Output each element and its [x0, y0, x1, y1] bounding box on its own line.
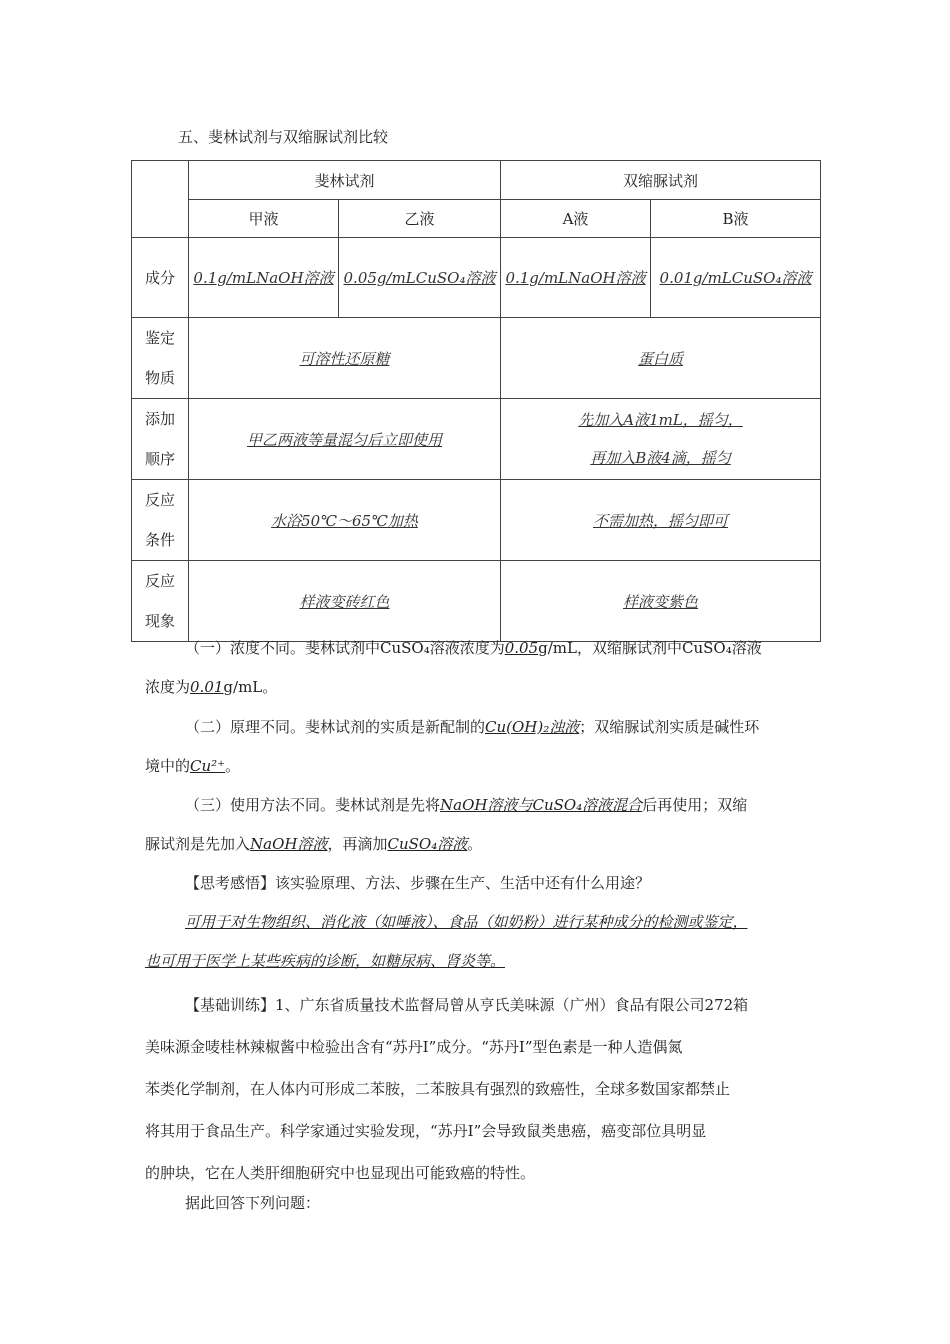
answer-text: 水浴50℃～65℃加热: [271, 511, 418, 530]
comparison-table: [131, 160, 821, 642]
answer-text: Cu²⁺: [190, 757, 226, 775]
paragraph-reflection: [145, 864, 825, 981]
subheader-yi: 乙液: [339, 200, 501, 238]
row-label: 成分: [132, 238, 189, 318]
table-row: [132, 480, 821, 561]
row-label-line: 添加: [144, 410, 175, 428]
paragraph-concentration: [145, 629, 825, 707]
text-run: 浓度为: [145, 678, 191, 696]
row-label-line: 条件: [144, 531, 175, 549]
exercise-line: 的肿块，它在人类肝细胞研究中也显现出可能致癌的特性。: [145, 1164, 536, 1182]
text-run: g/mL，双缩脲试剂中CuSO₄溶液: [538, 639, 762, 657]
cell-answer: [501, 480, 821, 561]
table-row: [132, 318, 821, 399]
corner-cell: [132, 161, 189, 238]
answer-text: CuSO₄溶液: [387, 835, 468, 853]
reflection-answer-line: 也可用于医学上某些疾病的诊断，如糖尿病、肾炎等。: [145, 952, 506, 970]
subheader-a: A液: [501, 200, 651, 238]
reflection-question: 【思考感悟】该实验原理、方法、步骤在生产、生活中还有什么用途？: [185, 874, 651, 892]
answer-text: 样液变紫色: [623, 592, 699, 611]
text-run: 。: [225, 757, 241, 775]
cell-answer: [189, 480, 501, 561]
answer-text: 0.1g/mLNaOH溶液: [505, 268, 646, 287]
cell-answer: [501, 238, 651, 318]
text-run: （三）使用方法不同。斐林试剂是先将: [185, 796, 441, 814]
exercise-line: 苯类化学制剂，在人体内可形成二苯胺，二苯胺具有强烈的致癌性，全球多数国家都禁止: [145, 1080, 731, 1098]
answer-text: 0.05g/mLCuSO₄溶液: [343, 269, 496, 287]
answer-text: 0.01g/mLCuSO₄溶液: [659, 269, 812, 287]
exercise-line: 【基础训练】1、广东省质量技术监督局曾从亨氏美味源（广州）食品有限公司272箱: [185, 996, 749, 1014]
text-run: ，再滴加: [327, 835, 388, 853]
cell-answer: [189, 318, 501, 399]
text-run: （一）浓度不同。斐林试剂中CuSO₄溶液浓度为: [185, 639, 505, 657]
section-title: 五、斐林试剂与双缩脲试剂比较: [178, 128, 389, 146]
text-run: g/mL。: [223, 678, 278, 696]
answer-text: NaOH溶液: [250, 835, 328, 853]
answer-text: 蛋白质: [638, 349, 684, 368]
paragraph-prompt: 据此回答下列问题：: [185, 1194, 321, 1212]
answer-text: 0.01: [190, 678, 224, 696]
paragraph-exercise: [145, 984, 835, 1194]
cell-answer: [189, 399, 501, 480]
table-row: [132, 399, 821, 480]
row-label-line: 物质: [144, 369, 175, 387]
row-label: [132, 318, 189, 399]
answer-text: Cu(OH)₂浊液: [485, 718, 580, 736]
subheader-b: B液: [651, 200, 821, 238]
header-fehling: 斐林试剂: [189, 161, 501, 200]
row-label-line: 反应: [144, 491, 175, 509]
text-run: 脲试剂是先加入: [145, 835, 251, 853]
answer-text: NaOH溶液与CuSO₄溶液混合: [440, 796, 643, 814]
answer-text: 不需加热，摇匀即可: [593, 511, 729, 530]
cell-answer: [501, 399, 821, 480]
row-label-line: 鉴定: [144, 329, 175, 347]
exercise-line: 将其用于食品生产。科学家通过实验发现，“苏丹Ⅰ”会导致鼠类患癌，癌变部位具明显: [145, 1122, 707, 1140]
answer-text: 先加入A液1mL，摇匀，: [578, 411, 743, 429]
text-run: 后再使用；双缩: [642, 796, 748, 814]
cell-answer: [339, 238, 501, 318]
paragraph-principle: [145, 708, 825, 786]
text-run: 。: [467, 835, 483, 853]
row-label: [132, 399, 189, 480]
row-label-line: 反应: [144, 572, 175, 590]
exercise-line: 美味源金唛桂林辣椒酱中检验出含有“苏丹Ⅰ”成分。“苏丹Ⅰ”型色素是一种人造偶氮: [145, 1038, 683, 1056]
answer-text: 0.05: [504, 639, 539, 657]
cell-answer: [501, 318, 821, 399]
cell-answer: [651, 238, 821, 318]
row-label-line: 顺序: [144, 450, 175, 468]
row-label-line: 现象: [144, 612, 175, 630]
text-run: （二）原理不同。斐林试剂的实质是新配制的: [185, 718, 486, 736]
row-label: [132, 480, 189, 561]
paragraph-usage: [145, 786, 825, 864]
answer-text: 甲乙两液等量混匀后立即使用: [247, 430, 443, 449]
answer-text: 再加入B液4滴，摇匀: [590, 449, 731, 467]
answer-text: 样液变砖红色: [299, 592, 390, 611]
reflection-answer-line: 可用于对生物组织、消化液（如唾液）、食品（如奶粉）进行某种成分的检测或鉴定，: [185, 913, 748, 931]
answer-text: 0.1g/mLNaOH溶液: [193, 268, 334, 287]
header-biuret: 双缩脲试剂: [501, 161, 821, 200]
subheader-jia: 甲液: [189, 200, 339, 238]
cell-answer: [189, 238, 339, 318]
answer-text: 可溶性还原糖: [299, 349, 390, 368]
table-row: [132, 238, 821, 318]
text-run: 境中的: [145, 757, 191, 775]
text-run: ；双缩脲试剂实质是碱性环: [579, 718, 760, 736]
